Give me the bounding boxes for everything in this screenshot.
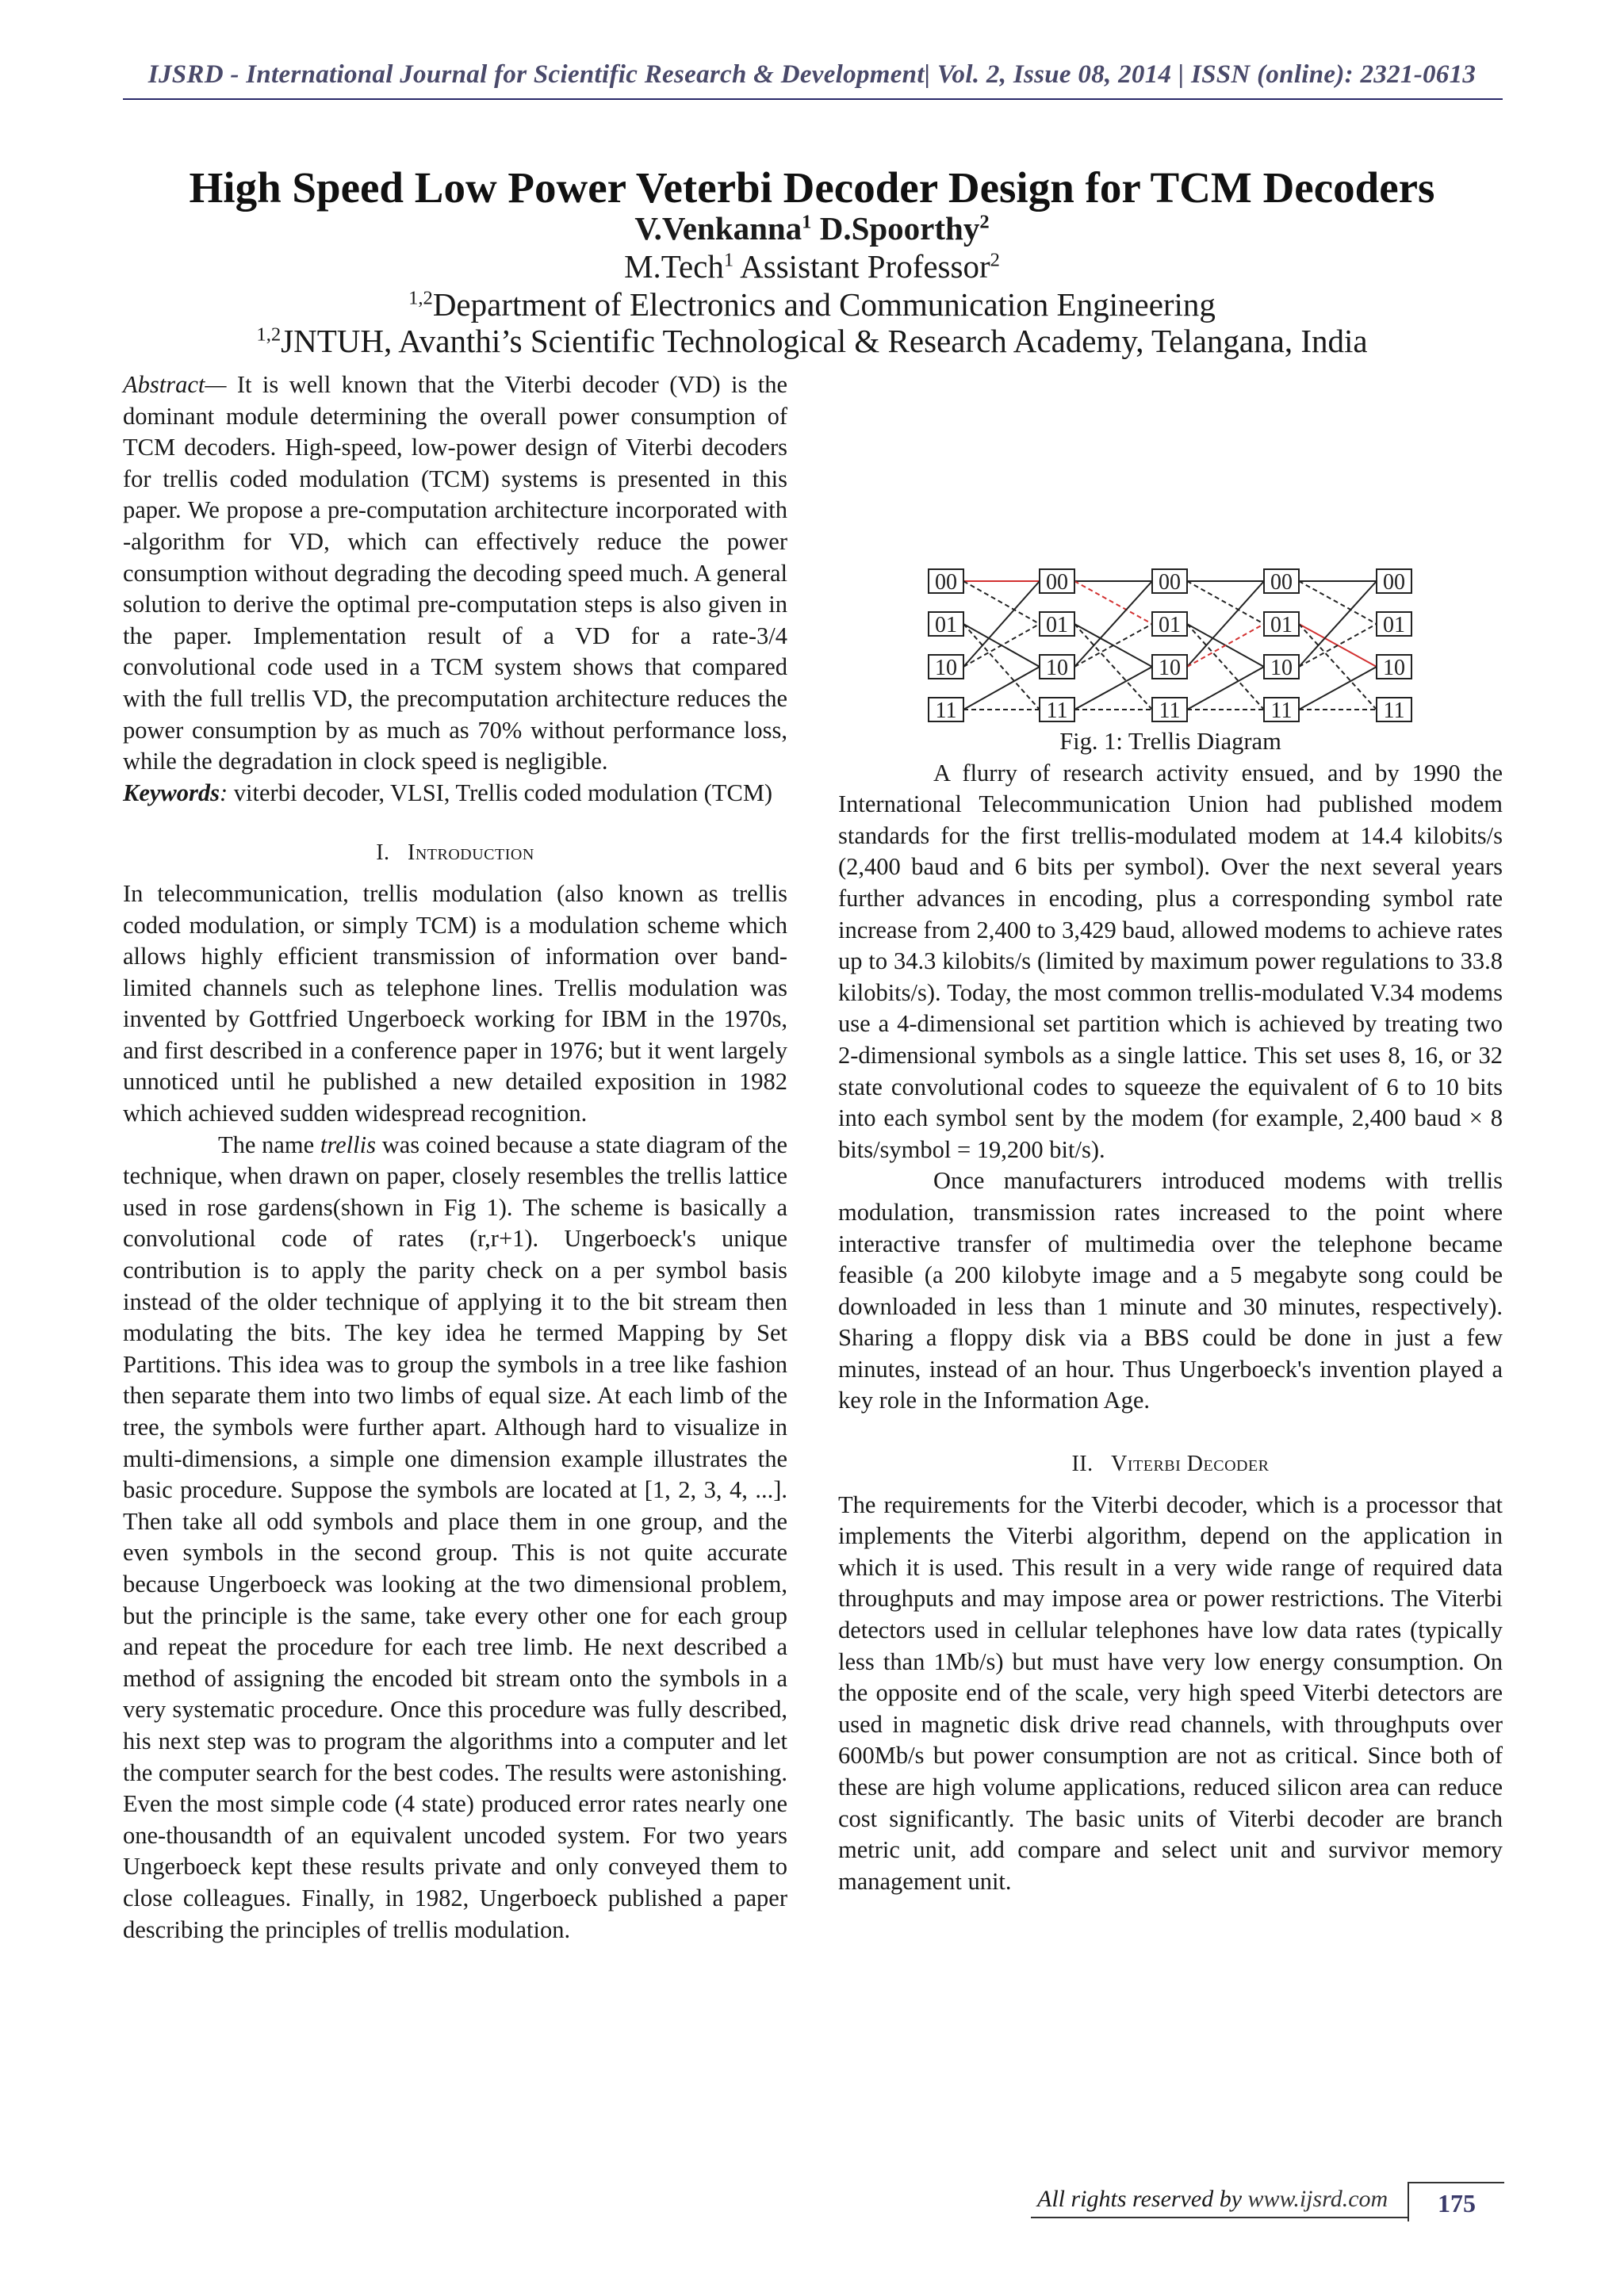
trellis-edge: [963, 581, 1040, 667]
dept-sup: 1,2: [408, 287, 433, 309]
viterbi-paragraph: The requirements for the Viterbi decoder, which is a processor that implements the Viterbi algorithm, depend on the application in which it is used. This result in a very wide range of required data throughputs and may impose area or power restrictions. The Viterbi detectors used in cellular telephones have low data rates (typically less than 1Mb/s) but must have very low energy consumption. On the opposite end of the scale, very high speed Viterbi detectors are used in magnetic disk drive read channels, with throughputs over 600Mb/s but power consumption are not as critical. Since both of these are high volume applications, reduced silicon area can reduce cost significantly. The basic units of Viterbi decoder are branch metric unit, add compare and select unit and survivor memory management unit.: [838, 1490, 1503, 1895]
trellis-state-label: 01: [1270, 613, 1293, 637]
trellis-state-label: 11: [1270, 698, 1293, 723]
trellis-state-label: 01: [1159, 613, 1181, 637]
author-2: D.Spoorthy: [819, 210, 980, 247]
right-paragraph-2: Once manufacturers introduced modems with trellis modulation, transmission rates increased to the point where interactive transfer of multimedia over the telephone became feasible (a 200 kilobyte image and a 5 megabyte song could be downloaded in less than 1 minute and 30 minutes, respectively). Sharing a floppy disk via a BBS could be done in just a few minutes, instead of an hour. Thus Ungerboeck's invention played a key role in the Information Age.: [838, 1167, 1503, 1414]
trellis-state-label: 10: [1270, 656, 1293, 680]
trellis-edge: [1299, 667, 1377, 710]
trellis-edge: [963, 624, 1040, 710]
trellis-edge: [963, 581, 1040, 624]
role-1-sup: 1: [723, 249, 734, 271]
trellis-state-label: 11: [1159, 698, 1181, 723]
trellis-state-label: 11: [1383, 698, 1405, 723]
trellis-state-label: 00: [1270, 570, 1293, 595]
trellis-state-label: 00: [935, 570, 957, 595]
trellis-edge: [1187, 581, 1264, 667]
page-number: 175: [1408, 2182, 1504, 2221]
trellis-edge: [1299, 581, 1377, 624]
trellis-state-label: 10: [1383, 656, 1405, 680]
figure-caption: Fig. 1: Trellis Diagram: [1059, 728, 1281, 755]
section-heading-introduction: [123, 837, 787, 869]
trellis-edge: [1074, 667, 1152, 710]
right-column: [838, 369, 1503, 1897]
abstract-label: Abstract—: [123, 371, 227, 398]
trellis-edge: [963, 667, 1040, 710]
trellis-state-label: 10: [935, 656, 957, 680]
intro-paragraph-2: [123, 1130, 787, 1946]
keywords-colon: :: [220, 779, 228, 806]
intro-paragraph-1: In telecommunication, trellis modulation (also known as trellis coded modulation, or simply TCM) is a modulation scheme which allows highly efficient transmission of information over band-limited channels such as telephone lines. Trellis modulation was invented by Gottfried Ungerboeck working for IBM in the 1970s, and first described in a conference paper in 1976; but it went largely unnoticed until he published a new detailed exposition in 1982 which achieved sudden widespread recognition.: [123, 879, 787, 1127]
trellis-edge: [1074, 624, 1152, 710]
section-title: Introduction: [408, 840, 534, 866]
role-1: M.Tech: [624, 248, 724, 285]
trellis-state-label: 10: [1159, 656, 1181, 680]
trellis-edge: [1074, 581, 1152, 624]
author-1: V.Venkanna: [634, 210, 802, 247]
keywords-text: viterbi decoder, VLSI, Trellis coded modulation (TCM): [228, 779, 773, 806]
left-column: [123, 369, 787, 1946]
trellis-state-label: 01: [1383, 613, 1405, 637]
keywords: [123, 778, 787, 809]
header-rule: [123, 98, 1503, 100]
trellis-edge: [1299, 581, 1377, 667]
department-line: [0, 285, 1624, 323]
inst-sup: 1,2: [256, 323, 282, 346]
footer-text: All rights reserved by: [1037, 2186, 1248, 2212]
abstract: [123, 369, 787, 778]
section-heading-viterbi: [838, 1448, 1503, 1480]
institution-line: [0, 322, 1624, 360]
intro-p2-em: trellis: [320, 1131, 376, 1158]
trellis-edge: [1187, 667, 1264, 710]
paper-title: High Speed Low Power Veterbi Decoder Design for TCM Decoders: [189, 163, 1435, 212]
journal-header: IJSRD - International Journal for Scientific Research & Development| Vol. 2, Issue 08, 2014 | ISSN (online): 2321-0613: [147, 60, 1477, 89]
intro-p2-pre: The name: [218, 1131, 320, 1158]
trellis-state-label: 00: [1159, 570, 1181, 595]
institution: JNTUH, Avanthi’s Scientific Technological & Research Academy, Telangana, India: [281, 323, 1368, 359]
role-2: Assistant Professor: [740, 248, 990, 285]
footer-site-link[interactable]: www.ijsrd.com: [1247, 2186, 1388, 2212]
intro-p2-post: was coined because a state diagram of the technique, when drawn on paper, closely resembles the trellis lattice used in rose gardens(shown in Fig 1). The scheme is basically a convolutional code of rates (r,r+1). Ungerboeck's unique contribution is to apply the parity check on a per symbol basis instead of the older technique of applying it to the bit stream then modulating the bits. The key idea he termed Mapping by Set Partitions. This idea was to group the symbols in a tree like fashion then separate them into two limbs of equal size. At each limb of the tree, the symbols were further apart. Although hard to visualize in multi-dimensions, a simple one dimension example illustrates the basic procedure. Suppose the symbols are located at [1, 2, 3, 4, ...]. Then take all odd symbols and place them in one group, and the even symbols in the second group. This is not quite accurate because Ungerboeck was looking at the two dimensional problem, but the principle is the same, take every other one for each group and repeat the procedure for each tree limb. He next described a method of assigning the encoded bit stream onto the symbols in a very systematic procedure. Once this procedure was fully described, his next step was to program the algorithms into a computer and let the computer search for the best codes. The results were astonishing. Even the most simple code (4 state) produced error rates nearly one one-thousandth of an equivalent uncoded system. For two years Ungerboeck kept these results private and only conveyed them to close colleagues. Finally, in 1982, Ungerboeck published a paper describing the principles of trellis modulation.: [123, 1131, 788, 1943]
trellis-state-label: 00: [1046, 570, 1068, 595]
section-number: II.: [1071, 1452, 1094, 1477]
trellis-edge: [1074, 581, 1152, 667]
author-1-sup: 1: [802, 211, 812, 233]
trellis-state-label: 10: [1046, 656, 1068, 680]
trellis-edge: [1187, 581, 1264, 624]
trellis-state-label: 11: [935, 698, 957, 723]
trellis-edge: [1299, 624, 1377, 710]
author-2-sup: 2: [979, 211, 990, 233]
authors-line: [0, 209, 1624, 247]
footer-copyright: [1037, 2186, 1388, 2213]
trellis-diagram: [925, 563, 1416, 728]
trellis-state-label: 11: [1046, 698, 1068, 723]
section-title: Viterbi Decoder: [1111, 1452, 1270, 1477]
roles-line: [0, 247, 1624, 285]
trellis-state-label: 01: [1046, 613, 1068, 637]
keywords-label: Keywords: [123, 779, 220, 806]
department: Department of Electronics and Communication Engineering: [432, 286, 1216, 323]
column-continuation-spacer: [838, 369, 1503, 555]
section-number: I.: [376, 840, 390, 866]
right-paragraph-1: A flurry of research activity ensued, and by 1990 the International Telecommunication Union had published modem standards for the first trellis-modulated modem at 14.4 kilobits/s (2,400 baud and 6 bits per symbol). Over the next several years further advances in encoding, plus a corresponding symbol rate increase from 2,400 to 3,429 baud, allowed modems to achieve rates up to 34.3 kilobits/s (limited by maximum power regulations to 33.8 kilobits/s). Today, the most common trellis-modulated V.34 modems use a 4-dimensional set partition which is achieved by treating two 2-dimensional symbols as a single lattice. This set uses 8, 16, or 32 state convolutional codes to squeeze the equivalent of 6 to 10 bits into each symbol sent by the modem (for example, 2,400 baud × 8 bits/symbol = 19,200 bit/s).: [838, 759, 1503, 1163]
abstract-text: It is well known that the Viterbi decoder (VD) is the dominant module determining the overall power consumption of TCM decoders. High-speed, low-power design of Viterbi decoders for trellis coded modulation (TCM) systems is presented in this paper. We propose a pre-computation architecture incorporated with -algorithm for VD, which can effectively reduce the power consumption without degrading the decoding speed much. A general solution to derive the optimal pre-computation steps is also given in the paper. Implementation result of a VD for a rate-3/4 convolutional code used in a TCM system shows that compared with the full trellis VD, the precomputation architecture reduces the power consumption by as much as 70% without performance loss, while the degradation in clock speed is negligible.: [123, 371, 787, 775]
trellis-state-label: 01: [935, 613, 957, 637]
role-2-sup: 2: [990, 249, 1000, 271]
footer-rule: [1031, 2217, 1408, 2218]
trellis-edge: [1187, 624, 1264, 710]
trellis-state-label: 00: [1383, 570, 1405, 595]
